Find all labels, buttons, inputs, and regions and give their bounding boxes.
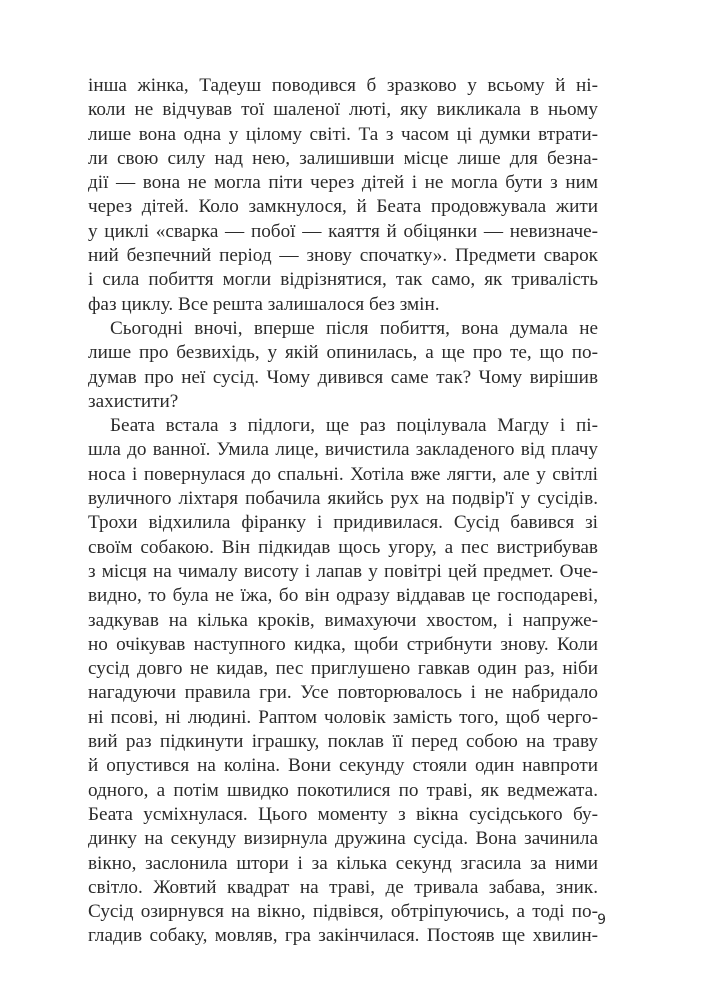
text-line: з місця на чималу висоту і лапав у повітрі цей предмет. Оче- bbox=[88, 560, 598, 582]
text-line: ли свою силу над нею, залишивши місце лише для безна- bbox=[88, 147, 598, 169]
text-line: вікно, заслонила штори і за кілька секунд згасила за ними bbox=[88, 852, 598, 874]
text-line: у циклі «сварка — побої — каяття й обіцянки — невизначе- bbox=[88, 220, 598, 242]
text-line: Трохи відхилила фіранку і придивилася. Сусід бавився зі bbox=[88, 512, 598, 534]
text-line: динку на секунду визирнула дружина сусіда. Вона зачинила bbox=[88, 828, 598, 850]
text-line: вий раз підкинути іграшку, поклав її перед собою на траву bbox=[88, 731, 598, 753]
text-line: ні псові, ні людині. Раптом чоловік замість того, щоб черго- bbox=[88, 706, 598, 728]
text-line: через дітей. Коло замкнулося, й Беата продовжувала жити bbox=[88, 196, 598, 218]
text-line: гладив собаку, мовляв, гра закінчилася. Постояв ще хвилин- bbox=[88, 925, 598, 947]
page-number: 9 bbox=[597, 912, 606, 928]
paragraph bbox=[88, 317, 598, 414]
text-line: й опустився на коліна. Вони секунду стояли один навпроти bbox=[88, 755, 598, 777]
text-line: нагадуючи правила гри. Усе повторювалось і не набридало bbox=[88, 682, 598, 704]
text-line: лише про безвихідь, у якій опинилась, а ще про те, що по- bbox=[88, 342, 598, 364]
text-line: Сусід озирнувся на вікно, підвівся, обтріпуючись, а тоді по- bbox=[88, 901, 598, 923]
text-line: вуличного ліхтаря побачила якийсь рух на подвір'ї у сусідів. bbox=[88, 488, 598, 510]
text-line: видно, то була не їжа, бо він одразу віддавав це господареві, bbox=[88, 585, 598, 607]
text-line: ний безпечний період — знову спочатку». Предмети сварок bbox=[88, 245, 598, 267]
text-line: но очікував наступного кидка, щоби стрибнути знову. Коли bbox=[88, 633, 598, 655]
text-line: дії — вона не могла піти через дітей і не могла бути з ним bbox=[88, 172, 598, 194]
text-line: задкував на кілька кроків, вимахуючи хвостом, і напруже- bbox=[88, 609, 598, 631]
text-line: фаз циклу. Все решта залишалося без змін. bbox=[88, 293, 440, 315]
text-line: інша жінка, Тадеуш поводився б зразково у всьому й ні- bbox=[88, 75, 598, 96]
text-line: Беата усміхнулася. Цього моменту з вікна сусідського бу- bbox=[88, 803, 598, 825]
paragraph bbox=[88, 414, 598, 949]
body-text bbox=[88, 74, 598, 949]
text-line: своїм собакою. Він підкидав щось угору, а пес вистрибував bbox=[88, 536, 598, 558]
text-line: світло. Жовтий квадрат на траві, де тривала забава, зник. bbox=[88, 876, 598, 898]
text-line: коли не відчував тої шаленої люті, яку викликала в ньому bbox=[88, 99, 598, 121]
text-line: думав про неї сусід. Чому дивився саме так? Чому вирішив bbox=[88, 366, 598, 388]
text-line: лише вона одна у цілому світі. Та з часом ці думки втрати- bbox=[88, 123, 598, 145]
text-line: Беата встала з підлоги, ще раз поцілувала Магду і пі- bbox=[110, 415, 598, 437]
text-line: сусід довго не кидав, пес приглушено гавкав один раз, ніби bbox=[88, 658, 598, 680]
paragraph bbox=[88, 74, 598, 317]
text-line: і сила побиття могли відрізнятися, так само, як тривалість bbox=[88, 269, 598, 291]
text-line: одного, а потім швидко покотилися по траві, як ведмежата. bbox=[88, 779, 598, 801]
text-line: носа і повернулася до спальні. Хотіла вже лягти, але у світлі bbox=[88, 463, 598, 485]
text-line: шла до ванної. Умила лице, вичистила закладеного від плачу bbox=[88, 439, 598, 461]
text-line: захистити? bbox=[88, 390, 179, 412]
text-line: Сьогодні вночі, вперше після побиття, вона думала не bbox=[110, 317, 598, 339]
